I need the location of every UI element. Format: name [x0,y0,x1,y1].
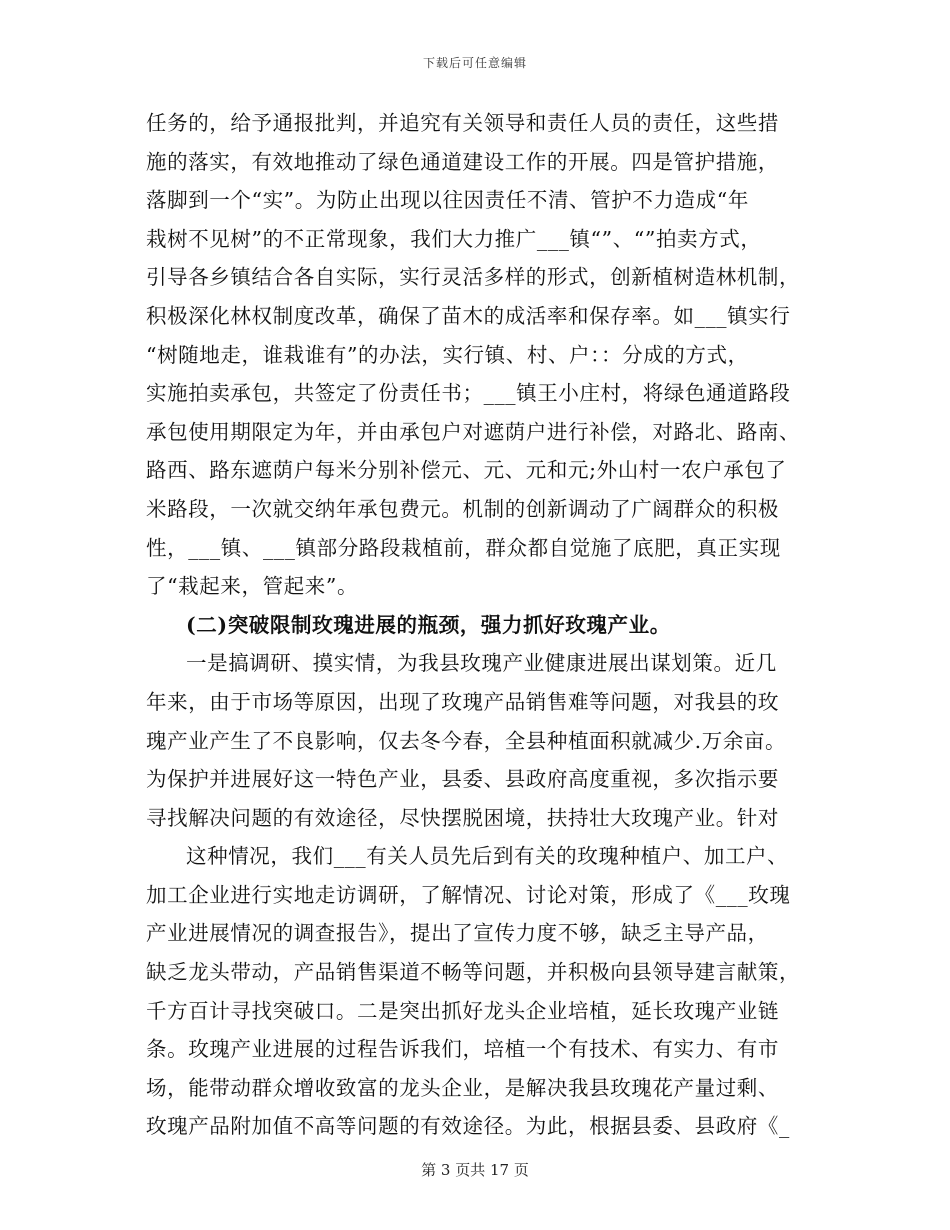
paragraph-line: 性，___镇、___镇部分路段栽植前，群众都自觉施了底肥，真正实现 [146,535,781,560]
page-number: 第 3 页共 17 页 [421,1161,529,1179]
paragraph-line: 承包使用期限定为年，并由承包户对遮荫户进行补偿，对路北、路南、 [146,419,801,444]
paragraph-line: 玫瑰产品附加值不高等问题的有效途径。为此，根据县委、县政府《_ [146,1114,790,1139]
paragraph-line: 米路段，一次就交纳年承包费元。机制的创新调动了广阔群众的积极 [146,496,779,521]
paragraph-line: 施的落实，有效地推动了绿色通道建设工作的开展。四是管护措施， [146,149,779,174]
paragraph-line: 千方百计寻找突破口。二是突出抓好龙头企业培植，延长玫瑰产业链 [146,998,779,1023]
paragraph-line: 产业进展情况的调查报告》，提出了宣传力度不够，缺乏主导产品， [146,921,769,946]
paragraph-line: 路西、路东遮荫户每米分别补偿元、元、元和元;外山村一农户承包了 [146,458,787,483]
section-heading: (二)突破限制玫瑰进展的瓶颈，强力抓好玫瑰产业。 [186,612,671,637]
paragraph-line: 落脚到一个“实”。为防止出现以往因责任不清、管护不力造成“年 [146,188,749,213]
paragraph-line: 场，能带动群众增收致富的龙头企业，是解决我县玫瑰花产量过剩、 [146,1075,779,1100]
paragraph-line: 条。玫瑰产业进展的过程告诉我们，培植一个有技术、有实力、有市 [146,1037,779,1062]
paragraph-line: 这种情况，我们___有关人员先后到有关的玫瑰种植户、加工户、 [186,844,789,869]
paragraph-line: 栽树不见树”的不正常现象，我们大力推广___镇“”、“”拍卖方式， [146,226,762,251]
paragraph-line: 瑰产业产生了不良影响，仅去冬今春，全县种植面积就减少.万余亩。 [146,728,787,753]
paragraph-line: 年来，由于市场等原因，出现了玫瑰产品销售难等问题，对我县的玫 [146,689,779,714]
paragraph-line: 加工企业进行实地走访调研，了解情况、讨论对策，形成了《___玫瑰 [146,882,791,907]
paragraph-line: 了“栽起来，管起来”。 [146,574,359,599]
paragraph-line: 为保护并进展好这一特色产业，县委、县政府高度重视，多次指示要 [146,767,779,792]
paragraph-line: “树随地走，谁栽谁有”的办法，实行镇、村、户：：分成的方式， [146,342,749,367]
page-header: 下载后可任意编辑 [422,56,527,70]
paragraph-line: 实施拍卖承包，共签定了份责任书；___镇王小庄村，将绿色通道路段 [146,381,791,406]
paragraph-line: 引导各乡镇结合各自实际，实行灵活多样的形式，创新植树造林机制， [146,265,801,290]
paragraph-line: 任务的，给予通报批判，并追究有关领导和责任人员的责任，这些措 [146,111,779,135]
paragraph-line: 缺乏龙头带动，产品销售渠道不畅等问题，并积极向县领导建言献策， [146,960,801,985]
document-body [146,104,836,1146]
paragraph-line: 一是搞调研、摸实情，为我县玫瑰产业健康进展出谋划策。近几 [186,651,777,676]
paragraph-line: 积极深化林权制度改革，确保了苗木的成活率和保存率。如___镇实行 [146,303,791,328]
paragraph-line: 寻找解决问题的有效途径，尽快摆脱困境，扶持壮大玫瑰产业。针对 [146,805,779,830]
